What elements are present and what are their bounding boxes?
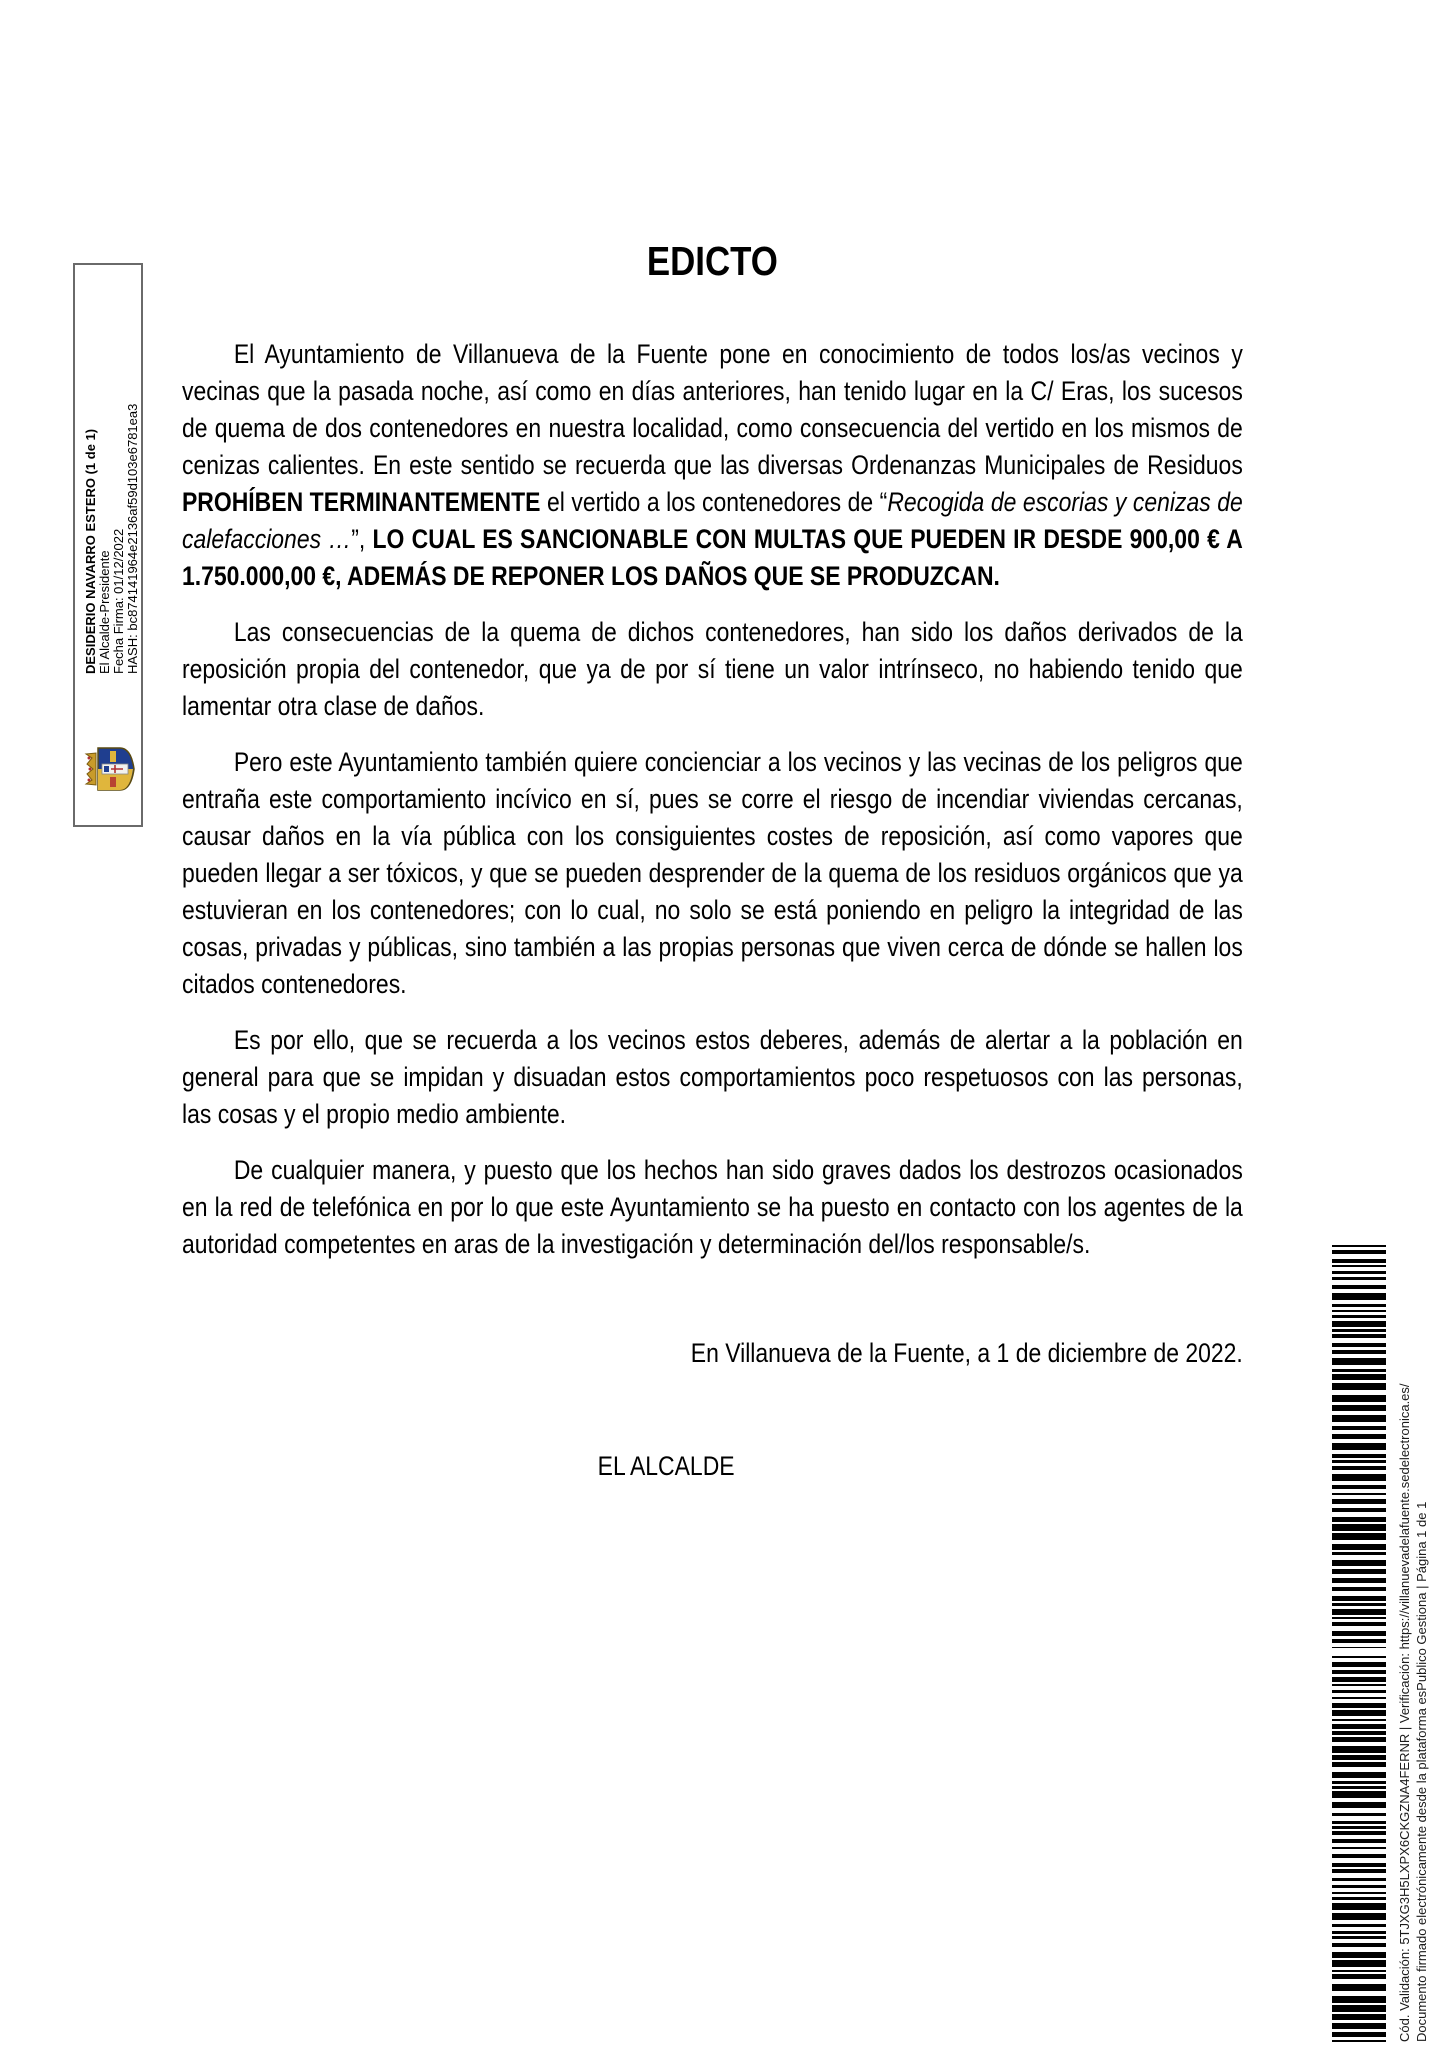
- page-title: EDICTO: [646, 238, 778, 284]
- signature-title: EL ALCALDE: [597, 1451, 735, 1481]
- document-body: [182, 238, 1243, 1485]
- barcode-icon: [1332, 1656, 1386, 2042]
- paragraph-5: De cualquier manera, y puesto que los hechos han sido graves dados los destrozos ocasionados en la red de telefónica en por lo que este Ayuntamiento se ha puesto en contacto con los agentes de la autoridad competentes en aras de la investigación y determinación del/los responsable/s.: [182, 1155, 1243, 1259]
- signature-date: Fecha Firma: 01/12/2022: [111, 528, 126, 674]
- validation-code-line: Cód. Validación: 5TJXG3H5LXPX6CKGZNA4FERNR | Verificación: https://villanuevadelafuente.sedelectronica.es/: [1397, 1383, 1412, 2042]
- paragraph-1: El Ayuntamiento de Villanueva de la Fuente pone en conocimiento de todos los/as vecinos y vecinas que la pasada noche, así como en días anteriores, han tenido lugar en la C/ Eras, los sucesos de quema de dos contenedores en nuestra localidad, como consecuencia del vertido en los mismos de cenizas calientes. En este sentido se recuerda que las diversas Ordenanzas Municipales de Residuos PROHÍBEN TERMINANTEMENTE el vertido a los contenedores de “Recogida de escorias y cenizas de calefacciones …”, LO CUAL ES SANCIONABLE CON MULTAS QUE PUEDEN IR DESDE 900,00 € A 1.750.000,00 €, ADEMÁS DE REPONER LOS DAÑOS QUE SE PRODUZCAN.: [182, 339, 1243, 591]
- barcode-icon: [1332, 1245, 1386, 1648]
- municipal-coat-of-arms-icon: [84, 735, 135, 802]
- platform-line: Documento firmado electrónicamente desde la plataforma esPublico Gestiona | Página 1 de 1: [1414, 1501, 1429, 2042]
- date-line: En Villanueva de la Fuente, a 1 de diciembre de 2022.: [690, 1338, 1243, 1368]
- signer-name: DESIDERIO NAVARRO ESTERO (1 de 1): [83, 428, 98, 674]
- validation-margin-text: [1396, 1240, 1432, 2042]
- signer-role: El Alcalde-Presidente: [97, 550, 112, 674]
- paragraph-3: Pero este Ayuntamiento también quiere concienciar a los vecinos y las vecinas de los peligros que entraña este comportamiento incívico en sí, pues se corre el riesgo de incendiar viviendas cercanas, causar daños en la vía pública con los consiguientes costes de reposición, así como vapores que pueden llegar a ser tóxicos, y que se pueden desprender de la quema de los residuos orgánicos que ya estuvieran en los contenedores; con lo cual, no solo se está poniendo en peligro la integridad de las cosas, privadas y públicas, sino también a las propias personas que viven cerca de dónde se hallen los citados contenedores.: [182, 747, 1243, 999]
- signature-hash: HASH: bc874141964e2136af59d103e6781ea3: [125, 403, 140, 674]
- paragraph-2: Las consecuencias de la quema de dichos contenedores, han sido los daños derivados de la reposición propia del contenedor, que ya de por sí tiene un valor intrínseco, no habiendo tenido que lamentar otra clase de daños.: [182, 617, 1243, 721]
- paragraph-4: Es por ello, que se recuerda a los vecinos estos deberes, además de alertar a la población en general para que se impidan y disuadan estos comportamientos poco respetuosos con las personas, las cosas y el propio medio ambiente.: [182, 1025, 1243, 1129]
